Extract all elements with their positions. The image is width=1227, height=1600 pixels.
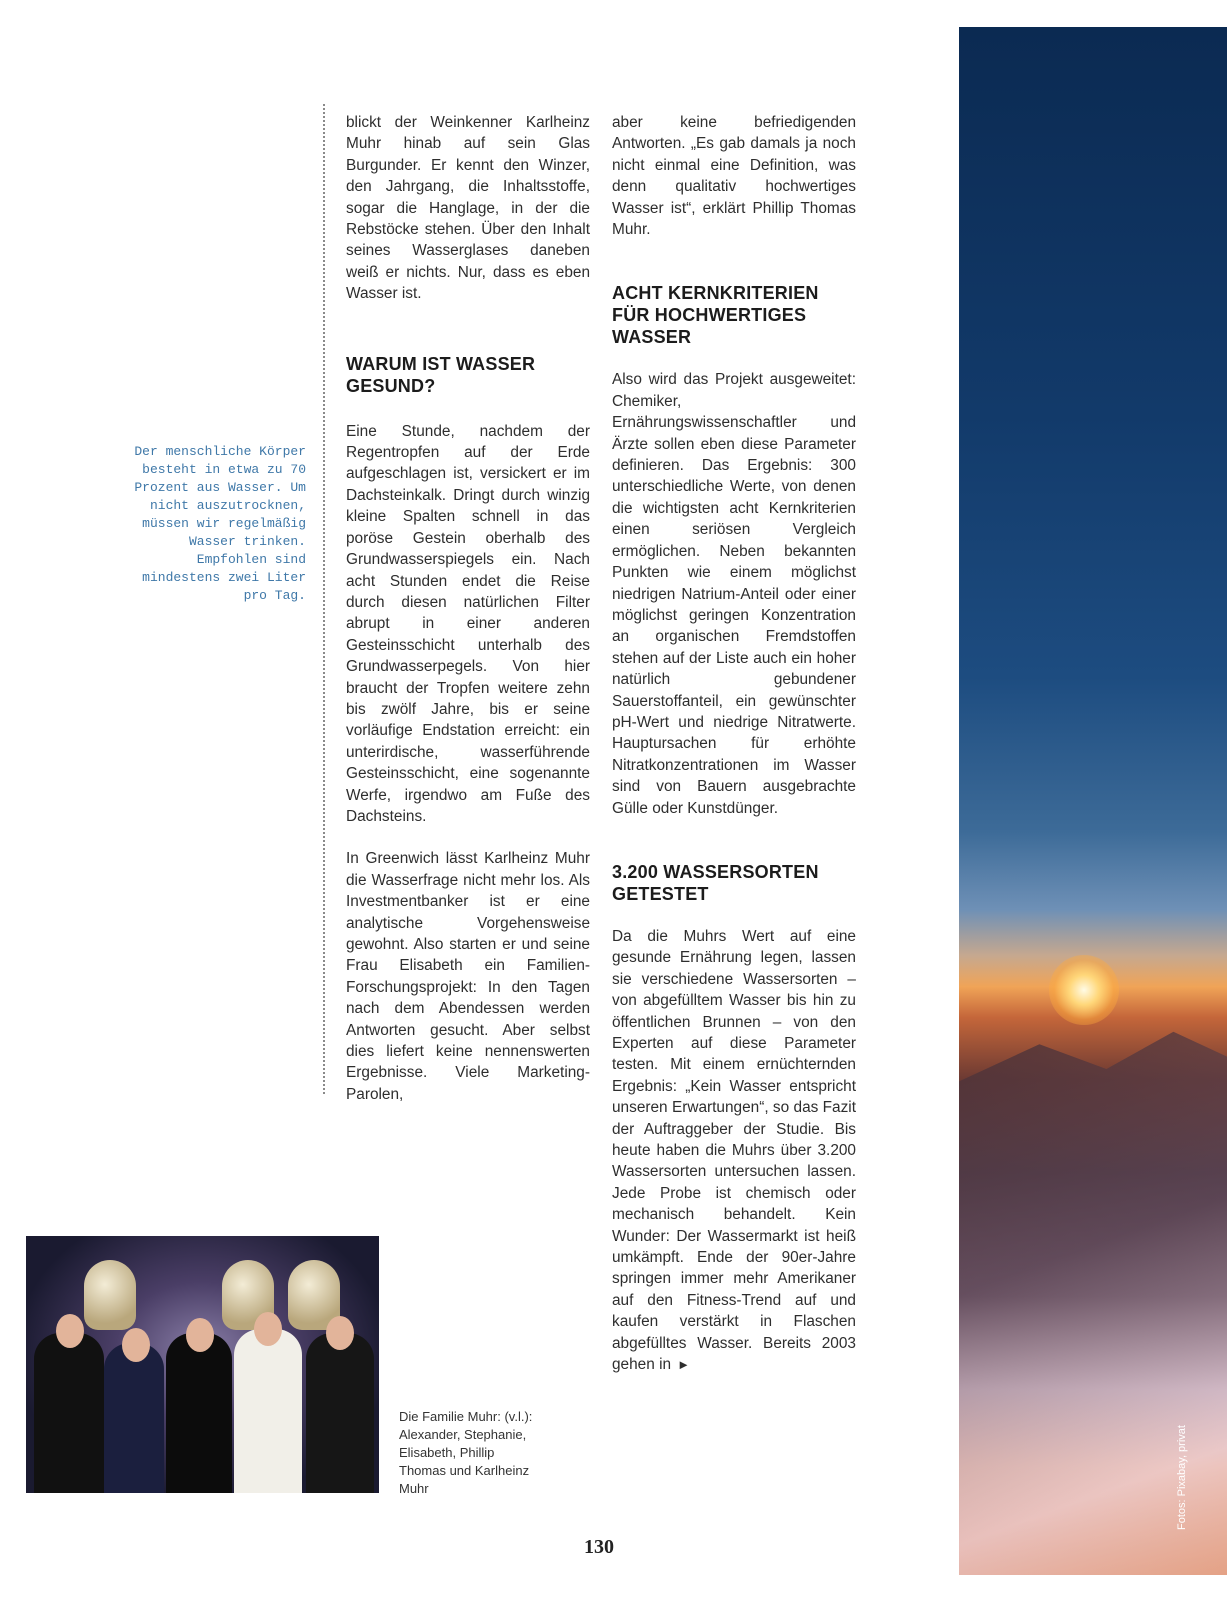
continue-arrow-icon: ► bbox=[677, 1357, 690, 1373]
paragraph: Also wird das Projekt ausgeweitet: Chemiker, Ernährungswissenschaftler und Ärzte sollen eben diese Parameter definieren. Das Ergebnis: 300 unterschiedliche Werte, von denen die wichtigsten acht Kernkriterien einen seriösen Vergleich ermöglichen. Neben bekannten Punkten wie einem möglichst niedrigen Natrium-Anteil oder einer möglichst geringen Konzentration an organischen Fremdstoffen stehen auf der Liste auch ein hoher natürlich gebundener Sauerstoffanteil, ein gewünschter pH-Wert und niedrige Nitratwerte. Hauptursachen für erhöhte Nitratkonzentrationen im Wasser sind von Bauern ausgebrachte Gülle oder Kunstdünger. bbox=[612, 371, 856, 817]
section-heading: 3.200 WASSERSORTEN GETESTET bbox=[612, 861, 819, 904]
article-column-left bbox=[346, 112, 590, 1105]
person-head bbox=[122, 1328, 150, 1362]
section-heading: ACHT KERNKRITERIEN FÜR HOCHWERTIGES WASSER bbox=[612, 283, 819, 348]
photo-credit: Fotos: Pixabay, privat bbox=[1176, 1425, 1188, 1530]
paragraph-text: Da die Muhrs Wert auf eine gesunde Ernährung legen, lassen sie verschiedene Wassersorten – von abgefülltem Wasser bis hin zu öffentlichen Brunnen – von den Experten auf diese Parameter testen. Mit einem ernüchternden Ergebnis: „Kein Wasser entspricht unseren Erwartungen“, so das Fazit der Auftraggeber der Studie. Bis heute haben die Muhrs über 3.200 Wassersorten untersuchen lassen. Jede Probe ist chemisch oder mechanisch behandelt. Kein Wunder: Der Wassermarkt ist heiß umkämpft. Ende der 90er-Jahre springen immer mehr Amerikaner auf den Fitness-Trend auf und kaufen verstärkt in Flaschen abgefülltes Wasser. Bereits 2003 gehen in bbox=[612, 927, 856, 1374]
person-figure bbox=[234, 1329, 302, 1493]
person-head bbox=[326, 1316, 354, 1350]
photo-caption: Die Familie Muhr: (v.l.): Alexander, Stephanie, Elisabeth, Phillip Thomas und Karlheinz Muhr bbox=[399, 1409, 533, 1496]
page-number: 130 bbox=[584, 1536, 614, 1558]
person-head bbox=[254, 1312, 282, 1346]
paragraph: Eine Stunde, nachdem der Regentropfen auf der Erde aufgeschlagen ist, versickert er im Dachsteinkalk. Dringt durch winzig kleine Spalten schnell in das poröse Gestein oberhalb des Grundwasserspiegels ein. Nach acht Stunden endet die Reise durch diesen natürlichen Filter abrupt in einer anderen Gesteinsschicht unterhalb des Grundwasserpegels. Von hier braucht der Tropfen weitere zehn bis zwölf Jahre, bis er seine vorläufige Endstation erreicht: ein unterirdische, wasserführende Gesteinsschicht, eine sogenannte Werfe, irgendwo am Fuße des Dachsteins. bbox=[346, 422, 590, 825]
article-column-right bbox=[612, 112, 856, 1376]
paragraph bbox=[612, 926, 856, 1376]
family-photo bbox=[26, 1236, 379, 1493]
paragraph: aber keine befriedigenden Antworten. „Es gab damals ja noch nicht einmal eine Definition, was denn qualitativ hochwertiges Wasser ist“, erklärt Phillip Thomas Muhr. bbox=[612, 114, 856, 239]
person-head bbox=[186, 1318, 214, 1352]
section-heading: WARUM IST WASSER GESUND? bbox=[346, 353, 536, 396]
paragraph: In Greenwich lässt Karlheinz Muhr die Wasserfrage nicht mehr los. Als Investmentbanker ist er eine analytische Vorgehensweise gewohnt. Also starten er und seine Frau Elisabeth ein Familien-Forschungsprojekt: In den Tagen nach dem Abendessen werden Antworten gesucht. Aber selbst dies liefert keine nennenswerten Ergebnisse. Viele Marketing-Parolen, bbox=[346, 850, 590, 1103]
person-figure bbox=[34, 1333, 104, 1493]
balloon-letter-decoration bbox=[84, 1260, 136, 1330]
mountain-sunset-image bbox=[959, 27, 1227, 1575]
person-figure bbox=[166, 1333, 232, 1493]
person-figure bbox=[104, 1343, 164, 1493]
person-figure bbox=[306, 1333, 374, 1493]
person-head bbox=[56, 1314, 84, 1348]
paragraph: blickt der Weinkenner Karlheinz Muhr hinab auf sein Glas Burgunder. Er kennt den Winzer, den Jahrgang, die Inhaltsstoffe, sogar die Hanglage, in der die Rebstöcke stehen. Über den Inhalt seines Wasserglases daneben weiß er nichts. Nur, dass es eben Wasser ist. bbox=[346, 114, 590, 303]
sidebar-pull-quote: Der menschliche Körper besteht in etwa zu 70 Prozent aus Wasser. Um nicht auszutrocknen, müssen wir regelmäßig Wasser trinken. Empfohlen sind mindestens zwei Liter pro Tag. bbox=[134, 444, 306, 603]
sun bbox=[1049, 955, 1119, 1025]
dotted-divider bbox=[323, 104, 325, 1094]
